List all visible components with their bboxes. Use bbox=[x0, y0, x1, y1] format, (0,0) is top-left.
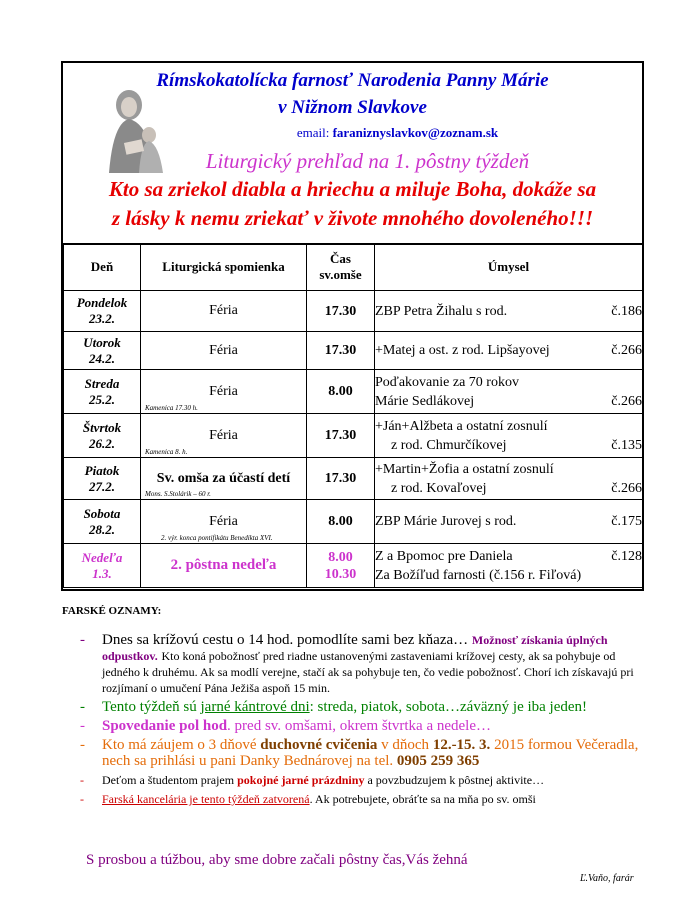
time-cell bbox=[307, 500, 375, 544]
col-header-time-1: Čas bbox=[330, 251, 351, 266]
intention-text: +Matej a ost. z rod. Lipšayovej bbox=[375, 343, 550, 358]
notices-list bbox=[80, 632, 648, 810]
table-row bbox=[64, 458, 643, 500]
liturgy-cell bbox=[141, 500, 307, 544]
liturgy-text: 2. pôstna nedeľa bbox=[170, 557, 277, 573]
notice-text: Dnes sa krížovú cestu o 14 hod. pomodlíte sami bez kňaza… bbox=[102, 632, 469, 648]
liturgy-note: 2. výr. konca pontifikátu Benedikta XVI. bbox=[161, 534, 273, 542]
time-cell bbox=[307, 414, 375, 458]
liturgy-cell bbox=[141, 414, 307, 458]
bulletin-title: Liturgický prehľad na 1. pôstny týždeň bbox=[205, 149, 530, 173]
day-cell bbox=[64, 458, 141, 500]
intention-text: ZBP Petra Žihalu s rod. bbox=[375, 303, 508, 319]
time-cell bbox=[307, 370, 375, 414]
intention-number: č.135 bbox=[611, 437, 642, 453]
notice-text-3: 2015 formou Večeradla, nech sa prihlási u pani Danky Bednárovej na tel. bbox=[102, 737, 639, 769]
time-cell bbox=[307, 458, 375, 500]
liturgy-note: Kamenica 8. h. bbox=[145, 448, 188, 456]
day-name: Nedeľa bbox=[81, 549, 123, 565]
intention-text-2: z rod. Chmurčíkovej bbox=[391, 437, 507, 453]
day-cell bbox=[64, 414, 141, 458]
mass-time-2: 10.30 bbox=[324, 566, 357, 582]
col-header-day: Deň bbox=[64, 244, 141, 291]
day-date: 27.2. bbox=[89, 478, 115, 494]
notice-highlight: jarné kántrové dni bbox=[200, 699, 310, 715]
day-date: 1.3. bbox=[92, 565, 112, 581]
day-date: 25.2. bbox=[89, 391, 115, 407]
col-header-liturgy: Liturgická spomienka bbox=[141, 244, 307, 291]
email-address: faraniznyslavkov@zoznam.sk bbox=[332, 125, 499, 140]
intention-cell bbox=[375, 414, 643, 458]
intention-number: č.266 bbox=[611, 480, 642, 496]
day-name: Pondelok bbox=[76, 295, 128, 310]
notice-text: . Ak potrebujete, obráťte sa na mňa po sv. omši bbox=[309, 792, 536, 806]
liturgy-note: Kamenica 17.30 h. bbox=[145, 404, 198, 412]
mass-time: 8.00 bbox=[328, 514, 353, 529]
signature: Ľ.Vaňo, farár bbox=[580, 873, 634, 884]
intention-number: č.175 bbox=[611, 514, 642, 529]
notice-text: Kto má záujem o 3 dňové bbox=[102, 737, 257, 753]
notice-text-end: a povzbudzujem k pôstnej aktivite… bbox=[367, 773, 545, 787]
table-row bbox=[64, 500, 643, 544]
notice-text: Tento týždeň sú bbox=[102, 699, 197, 715]
intention-text: +Ján+Alžbeta a ostatní zosnulí bbox=[375, 418, 548, 434]
day-name: Streda bbox=[84, 375, 120, 391]
day-date: 24.2. bbox=[89, 350, 115, 366]
parish-location: v Nižnom Slavkove bbox=[278, 97, 427, 118]
bullet-dash: - bbox=[80, 792, 84, 806]
liturgy-text: Sv. omša za účastí detí bbox=[156, 470, 291, 486]
table-header-row bbox=[64, 244, 643, 291]
mass-time: 17.30 bbox=[324, 343, 357, 358]
quote-line-2: z lásky k nemu zriekať v živote mnohého dovoleného!!! bbox=[111, 206, 594, 230]
mass-time: 8.00 bbox=[328, 549, 353, 565]
intention-number: č.128 bbox=[611, 548, 642, 564]
quote-line-1: Kto sa zriekol diabla a hriechu a miluje Boha, dokáže sa bbox=[108, 177, 597, 201]
table-row bbox=[64, 370, 643, 414]
email-label: email: bbox=[296, 125, 330, 140]
notice-item bbox=[80, 791, 648, 807]
notice-text-2: v dňoch bbox=[381, 737, 430, 753]
day-cell bbox=[64, 544, 141, 588]
liturgy-text: Féria bbox=[209, 513, 238, 529]
notice-item bbox=[80, 737, 648, 769]
liturgy-cell bbox=[141, 370, 307, 414]
time-cell bbox=[307, 332, 375, 370]
liturgy-cell bbox=[141, 544, 307, 588]
mass-time: 8.00 bbox=[328, 384, 353, 399]
notice-phone: 0905 259 365 bbox=[396, 753, 480, 769]
intention-text-2: z rod. Kovaľovej bbox=[391, 480, 487, 496]
mass-time: 17.30 bbox=[324, 428, 357, 443]
notice-item bbox=[80, 632, 648, 696]
notice-highlight: Možnosť získania úplných odpustkov. bbox=[102, 633, 608, 663]
liturgy-text: Féria bbox=[209, 303, 238, 318]
intention-cell bbox=[375, 544, 643, 588]
table-row bbox=[64, 414, 643, 458]
intention-text: +Martin+Žofia a ostatní zosnulí bbox=[375, 461, 554, 477]
bullet-dash: - bbox=[80, 699, 85, 715]
intention-text: Z a Bpomoc pre Daniela bbox=[375, 548, 513, 564]
table-row-sunday bbox=[64, 544, 643, 588]
notice-item bbox=[80, 699, 648, 715]
mass-time: 17.30 bbox=[324, 303, 357, 319]
bullet-dash: - bbox=[80, 737, 85, 753]
liturgy-schedule-table bbox=[63, 243, 643, 588]
day-date: 23.2. bbox=[89, 311, 115, 326]
col-header-time bbox=[307, 244, 375, 291]
table-row bbox=[64, 291, 643, 332]
day-cell bbox=[64, 500, 141, 544]
intention-text: ZBP Márie Jurovej s rod. bbox=[375, 514, 517, 529]
notice-highlight: Spovedanie pol hod bbox=[102, 718, 228, 734]
day-date: 28.2. bbox=[89, 521, 115, 537]
notice-text-end: : streda, piatok, sobota…záväzný je iba jeden! bbox=[309, 699, 588, 715]
day-cell bbox=[64, 291, 141, 332]
email-line bbox=[63, 125, 642, 141]
day-name: Utorok bbox=[83, 334, 121, 350]
bullet-dash: - bbox=[80, 773, 84, 787]
parish-name: Rímskokatolícka farnosť Narodenia Panny Márie bbox=[156, 70, 549, 91]
day-name: Štvrtok bbox=[82, 419, 122, 435]
time-cell bbox=[307, 544, 375, 588]
notice-highlight: Farská kancelária je tento týždeň zatvorená bbox=[102, 792, 310, 806]
bullet-dash: - bbox=[80, 718, 85, 734]
notice-item bbox=[80, 718, 648, 734]
notice-item bbox=[80, 772, 648, 788]
notice-highlight: pokojné jarné prázdniny bbox=[237, 773, 365, 787]
day-name: Piatok bbox=[84, 462, 120, 478]
notice-text: . pred sv. omšami, okrem štvrtka a nedele… bbox=[227, 718, 492, 734]
col-header-time-2: sv.omše bbox=[319, 267, 362, 282]
table-row bbox=[64, 332, 643, 370]
notices-title: FARSKÉ OZNAMY: bbox=[62, 605, 162, 617]
day-cell bbox=[64, 332, 141, 370]
notice-highlight: duchovné cvičenia bbox=[260, 737, 378, 753]
intention-number: č.266 bbox=[611, 393, 642, 409]
mass-time: 17.30 bbox=[324, 471, 357, 486]
col-header-intention: Úmysel bbox=[375, 244, 643, 291]
time-cell bbox=[307, 291, 375, 332]
intention-cell bbox=[375, 332, 643, 370]
liturgy-cell bbox=[141, 332, 307, 370]
intention-cell bbox=[375, 458, 643, 500]
intention-number: č.186 bbox=[611, 303, 642, 319]
day-date: 26.2. bbox=[89, 435, 115, 451]
liturgy-text: Féria bbox=[209, 427, 238, 443]
liturgy-note: Mons. S.Stolárik – 60 r. bbox=[145, 490, 211, 498]
notice-text: Deťom a študentom prajem bbox=[102, 773, 235, 787]
day-name: Sobota bbox=[83, 505, 121, 521]
liturgy-text: Féria bbox=[209, 342, 238, 358]
intention-cell bbox=[375, 370, 643, 414]
intention-number: č.266 bbox=[611, 343, 642, 358]
intention-text: Poďakovanie za 70 rokov bbox=[375, 374, 519, 390]
liturgy-cell bbox=[141, 458, 307, 500]
intention-cell bbox=[375, 500, 643, 544]
liturgy-cell bbox=[141, 291, 307, 332]
closing-blessing: S prosbou a túžbou, aby sme dobre začali pôstny čas,Vás žehná bbox=[86, 852, 468, 868]
notice-detail: Kto koná pobožnosť pred riadne ustanovenými zastaveniami krížovej cesty, ak sa pohybuje od jedného k druhému. Ak sa modlí verejne, stačí ak sa pohybuje ten, čo vedie pobožnosť. Chorí ich získavajú pri rozjímaní o umučení Pána Ježiša aspoň 15 min. bbox=[102, 649, 634, 695]
day-cell bbox=[64, 370, 141, 414]
liturgy-text: Féria bbox=[209, 383, 238, 399]
bulletin-frame bbox=[61, 61, 644, 591]
bullet-dash: - bbox=[80, 632, 85, 648]
intention-text-2: Za Božíľud farnosti (č.156 r. Fiľová) bbox=[375, 567, 582, 583]
intention-cell bbox=[375, 291, 643, 332]
header bbox=[63, 63, 642, 245]
notice-dates: 12.-15. 3. bbox=[432, 737, 491, 753]
intention-text-2: Márie Sedlákovej bbox=[375, 393, 475, 409]
